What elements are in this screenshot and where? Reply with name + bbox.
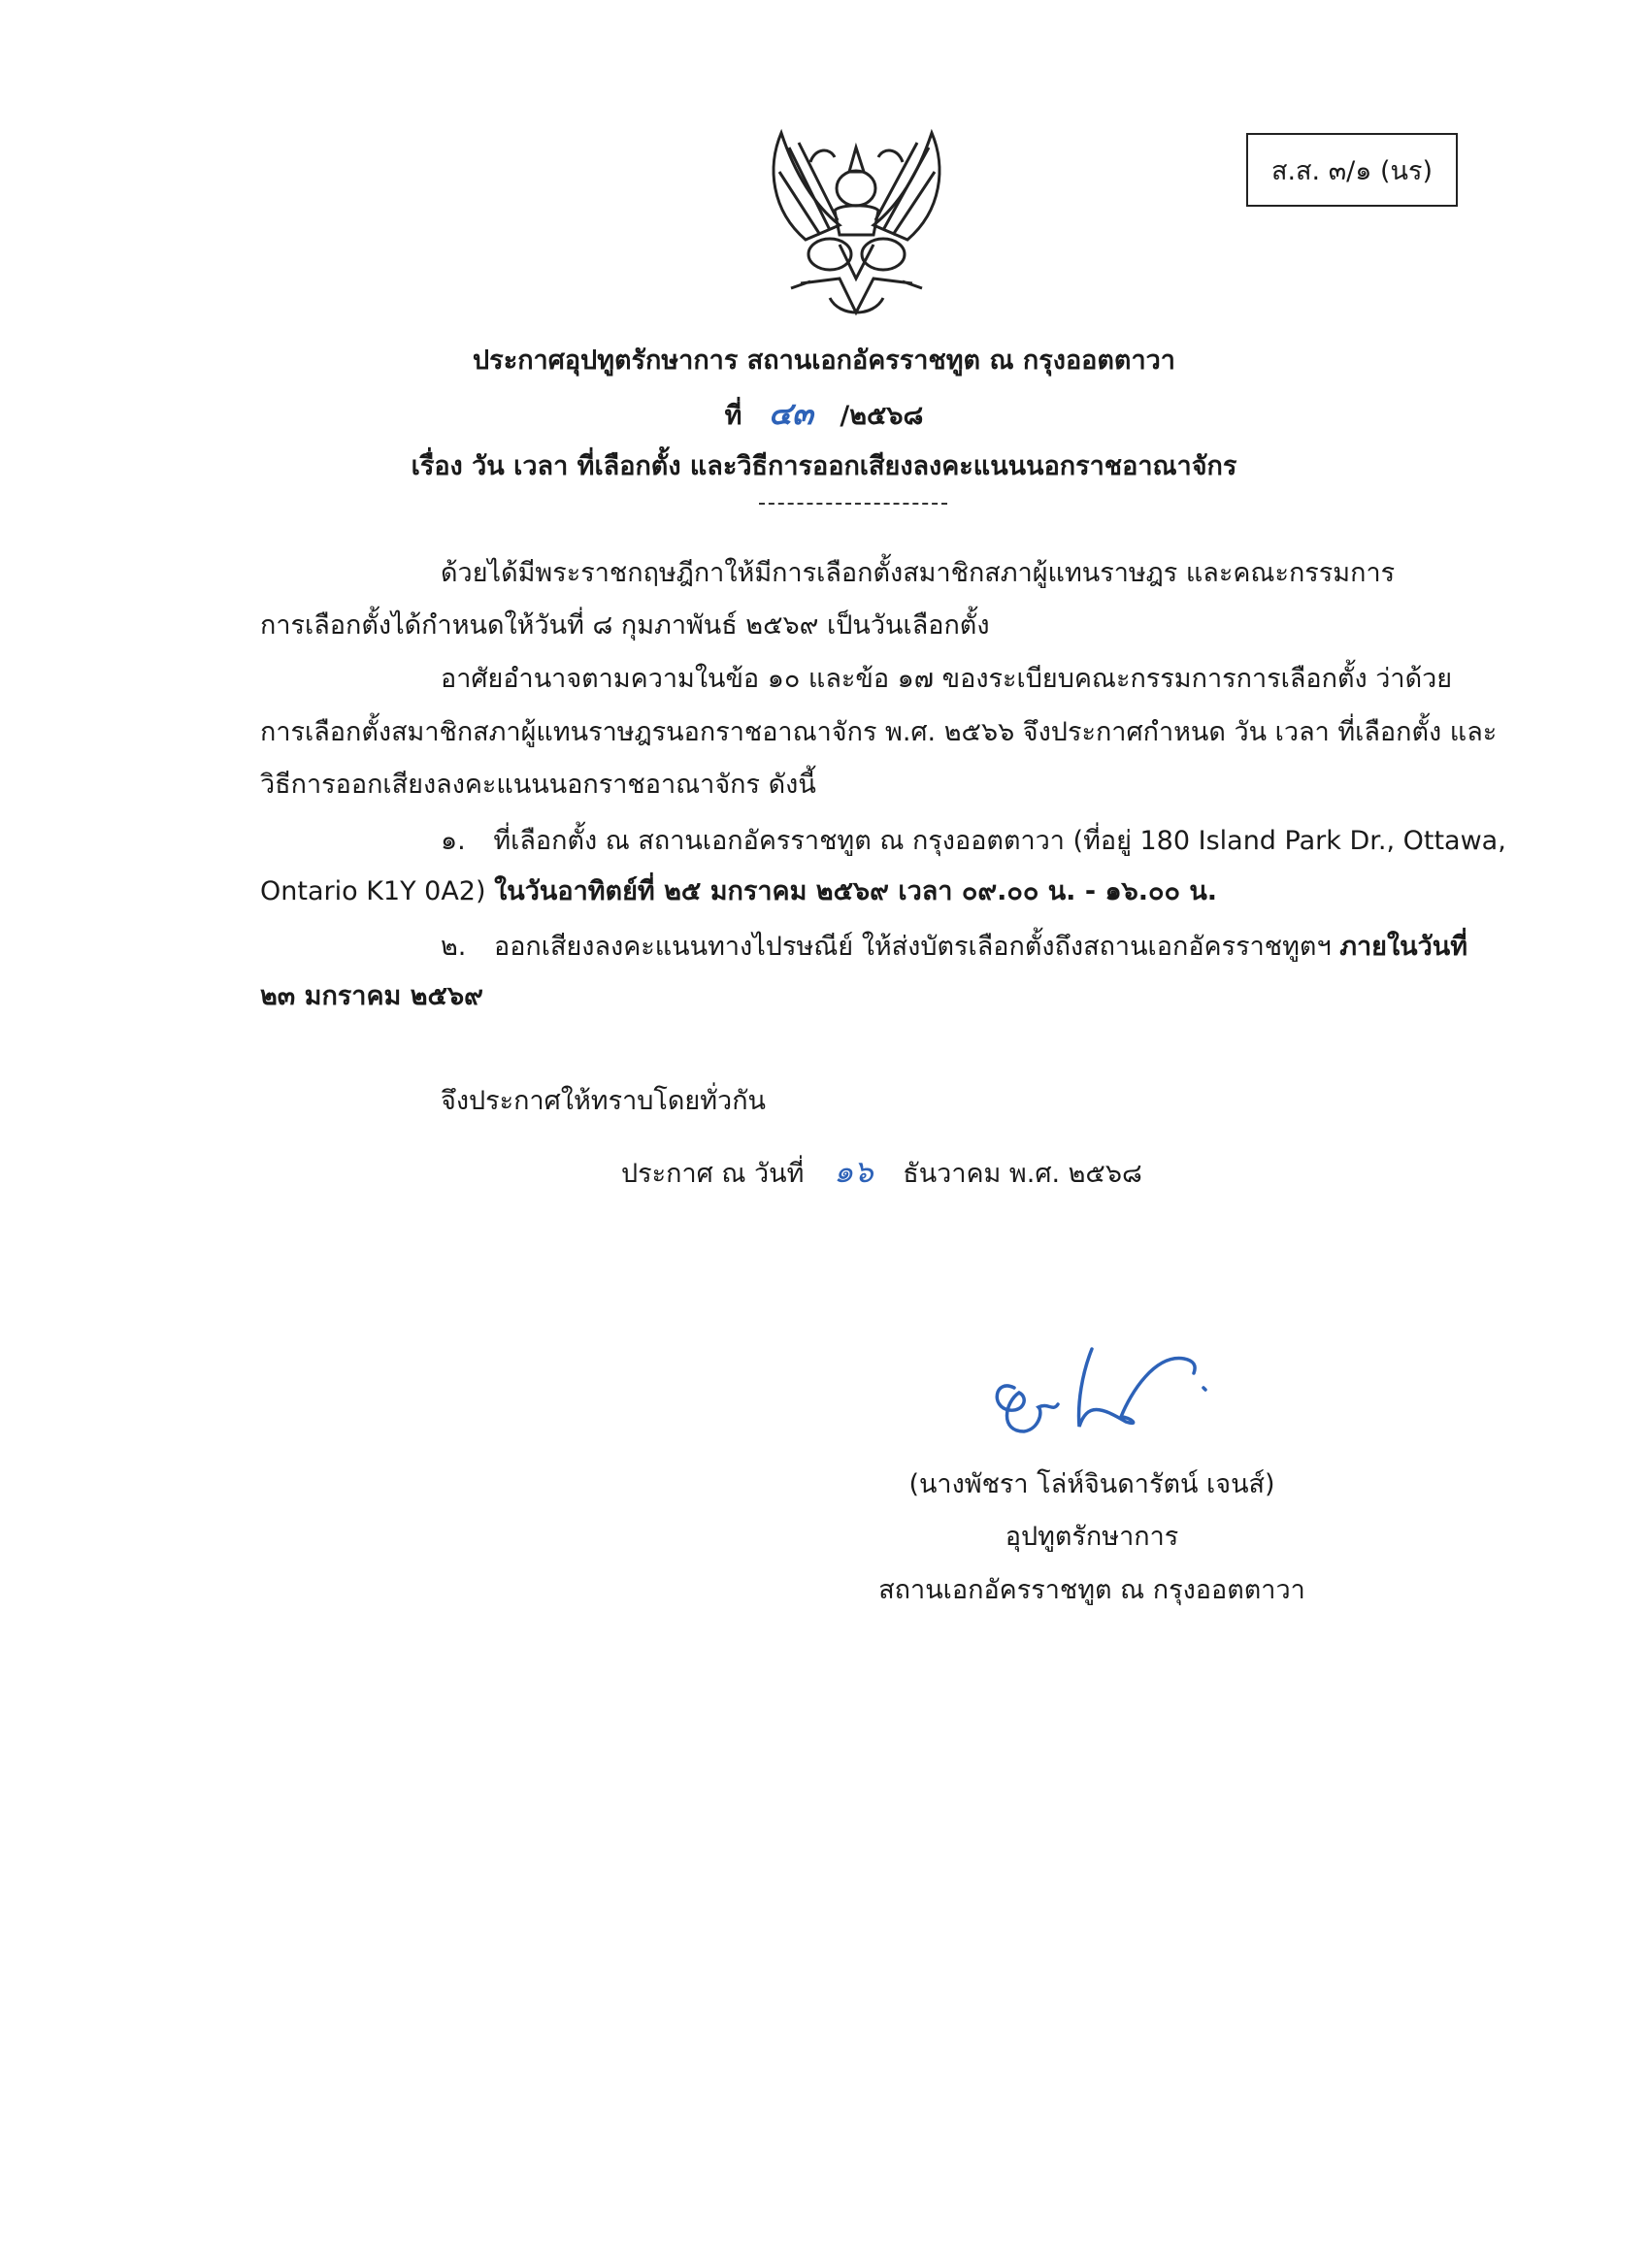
item-1-continued — [260, 874, 1217, 909]
item-text: ที่เลือกตั้ง ณ สถานเอกอัครราชทูต ณ กรุงออตตาวา (ที่อยู่ 180 Island Park Dr., Ottawa, — [493, 826, 1506, 856]
item-number: ๑. — [441, 826, 466, 856]
item-number: ๒. — [441, 932, 467, 962]
handwritten-day: ๑๖ — [834, 1153, 873, 1190]
announcement-subject: เรื่อง วัน เวลา ที่เลือกตั้ง และวิธีการออกเสียงลงคะแนนนอกราชอาณาจักร — [411, 451, 1237, 481]
signatory-name: (นางพัชรา โล่ห์จินดารัตน์ เจนส์) — [908, 1469, 1275, 1499]
body-line: ด้วยได้มีพระราชกฤษฎีกาให้มีการเลือกตั้งสมาชิกสภาผู้แทนราษฎร และคณะกรรมการ — [441, 558, 1396, 588]
body-line: อาศัยอำนาจตามความในข้อ ๑๐ และข้อ ๑๗ ของระเบียบคณะกรรมการการเลือกตั้ง ว่าด้วย — [441, 664, 1453, 694]
announcement-number — [0, 396, 1648, 434]
form-code-box — [1246, 133, 1458, 207]
body-line: การเลือกตั้งได้กำหนดให้วันที่ ๘ กุมภาพันธ์ ๒๕๖๙ เป็นวันเลือกตั้ง — [260, 610, 990, 641]
announcement-title: ประกาศอุปทูตรักษาการ สถานเอกอัครราชทูต ณ กรุงออตตาวา — [473, 345, 1175, 376]
item-2 — [441, 930, 1467, 965]
item-1 — [441, 824, 1506, 859]
deadline-label: ภายในวันที่ — [1339, 932, 1468, 962]
number-prefix: ที่ — [724, 401, 742, 431]
body-line: การเลือกตั้งสมาชิกสภาผู้แทนราษฎรนอกราชอาณาจักร พ.ศ. ๒๕๖๖ จึงประกาศกำหนด วัน เวลา ที่เลือกตั้ง และ — [260, 717, 1498, 747]
closing-line: จึงประกาศให้ทราบโดยทั่วกัน — [441, 1086, 766, 1116]
garuda-emblem — [762, 118, 951, 327]
deadline-date: ๒๓ มกราคม ๒๕๖๙ — [260, 981, 483, 1011]
date-line — [621, 1154, 1142, 1192]
item-text: ออกเสียงลงคะแนนทางไปรษณีย์ ให้ส่งบัตรเลือกตั้งถึงสถานเอกอัครราชทูตฯ — [493, 932, 1332, 962]
election-datetime: ในวันอาทิตย์ที่ ๒๕ มกราคม ๒๕๖๙ เวลา ๐๙.๐๐ น. - ๑๖.๐๐ น. — [494, 876, 1218, 906]
signatory-position: อุปทูตรักษาการ — [1005, 1522, 1179, 1552]
body-line: วิธีการออกเสียงลงคะแนนนอกราชอาณาจักร ดังนี้ — [260, 770, 816, 800]
address: Ontario K1Y 0A2) — [260, 876, 486, 906]
date-suffix: ธันวาคม พ.ศ. ๒๕๖๘ — [903, 1159, 1142, 1189]
divider — [759, 503, 947, 505]
handwritten-number: ๔๓ — [768, 395, 813, 432]
number-year: /๒๕๖๘ — [840, 401, 924, 431]
form-code: ส.ส. ๓/๑ (นร) — [1270, 155, 1433, 186]
date-prefix: ประกาศ ณ วันที่ — [621, 1159, 805, 1189]
signature — [985, 1334, 1237, 1446]
signatory-office: สถานเอกอัครราชทูต ณ กรุงออตตาวา — [878, 1575, 1305, 1605]
